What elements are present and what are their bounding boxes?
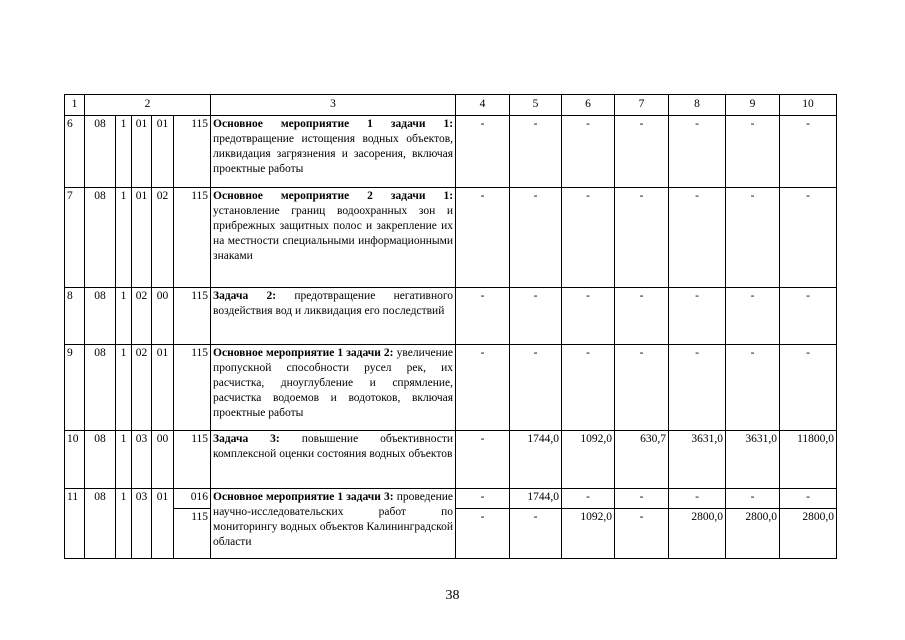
code-cell: 00 bbox=[152, 431, 174, 489]
code-cell: 115 bbox=[174, 431, 211, 489]
description-cell bbox=[211, 345, 456, 431]
value-cell: - bbox=[456, 509, 510, 559]
description-text: предотвращение негативного воздействия вод и ликвидация его последствий bbox=[213, 290, 454, 317]
code-cell: 01 bbox=[152, 489, 174, 559]
code-cell: 02 bbox=[132, 288, 152, 345]
description-text: увеличение пропускной способности русел рек, их расчистка, дноуглубление и спрямление, расчистка водоемов и водотоков, включая проектные работы bbox=[213, 347, 454, 419]
description-title: Основное мероприятие 1 задачи 2: bbox=[213, 347, 394, 359]
value-cell: - bbox=[456, 188, 510, 288]
code-cell: 02 bbox=[132, 345, 152, 431]
value-cell: 630,7 bbox=[615, 431, 669, 489]
code-cell: 1 bbox=[116, 345, 132, 431]
page-number: 38 bbox=[445, 588, 460, 603]
value-cell: 1744,0 bbox=[510, 489, 562, 509]
header-cell: 10 bbox=[780, 95, 837, 116]
value-cell: - bbox=[780, 489, 837, 509]
table-row bbox=[65, 288, 837, 345]
table-row bbox=[65, 489, 837, 509]
header-cell: 2 bbox=[85, 95, 211, 116]
value-cell: - bbox=[726, 188, 780, 288]
description-text: проведение научно-исследовательских работ по мониторингу водных объектов Калининградской области bbox=[213, 491, 454, 548]
code-cell: 08 bbox=[85, 288, 116, 345]
code-cell: 01 bbox=[132, 188, 152, 288]
header-cell: 6 bbox=[562, 95, 615, 116]
value-cell: - bbox=[562, 188, 615, 288]
code-cell: 016 bbox=[174, 489, 211, 509]
value-cell: - bbox=[456, 431, 510, 489]
value-cell: - bbox=[669, 489, 726, 509]
value-cell: - bbox=[780, 116, 837, 188]
value-cell: - bbox=[615, 489, 669, 509]
value-cell: 3631,0 bbox=[669, 431, 726, 489]
code-cell: 1 bbox=[116, 489, 132, 559]
value-cell: 2800,0 bbox=[726, 509, 780, 559]
value-cell: - bbox=[669, 188, 726, 288]
data-table bbox=[64, 94, 837, 559]
code-cell: 08 bbox=[85, 345, 116, 431]
header-cell: 4 bbox=[456, 95, 510, 116]
header-cell: 7 bbox=[615, 95, 669, 116]
value-cell: - bbox=[615, 116, 669, 188]
description-title: Основное мероприятие 2 задачи 1: bbox=[213, 190, 454, 202]
value-cell: 3631,0 bbox=[726, 431, 780, 489]
header-cell: 5 bbox=[510, 95, 562, 116]
table-row bbox=[65, 345, 837, 431]
code-cell: 02 bbox=[152, 188, 174, 288]
code-cell: 08 bbox=[85, 188, 116, 288]
value-cell: - bbox=[562, 489, 615, 509]
row-number-cell: 7 bbox=[65, 188, 85, 288]
value-cell: - bbox=[669, 288, 726, 345]
value-cell: - bbox=[562, 116, 615, 188]
value-cell: - bbox=[510, 288, 562, 345]
value-cell: - bbox=[780, 288, 837, 345]
code-cell: 115 bbox=[174, 509, 211, 559]
value-cell: - bbox=[456, 288, 510, 345]
code-cell: 08 bbox=[85, 431, 116, 489]
value-cell: - bbox=[726, 116, 780, 188]
value-cell: - bbox=[615, 345, 669, 431]
description-text: установление границ водоохранных зон и прибрежных защитных полос и закрепление их на местности специальными информационными знаками bbox=[213, 205, 454, 262]
row-number-cell: 10 bbox=[65, 431, 85, 489]
value-cell: - bbox=[456, 489, 510, 509]
header-cell: 8 bbox=[669, 95, 726, 116]
value-cell: - bbox=[562, 345, 615, 431]
value-cell: 1744,0 bbox=[510, 431, 562, 489]
code-cell: 115 bbox=[174, 116, 211, 188]
table-row bbox=[65, 116, 837, 188]
value-cell: 2800,0 bbox=[669, 509, 726, 559]
value-cell: - bbox=[615, 188, 669, 288]
code-cell: 115 bbox=[174, 188, 211, 288]
description-cell bbox=[211, 188, 456, 288]
row-number-cell: 9 bbox=[65, 345, 85, 431]
header-cell: 9 bbox=[726, 95, 780, 116]
description-title: Задача 3: bbox=[213, 433, 280, 445]
value-cell: - bbox=[615, 509, 669, 559]
value-cell: - bbox=[510, 345, 562, 431]
description-title: Основное мероприятие 1 задачи 3: bbox=[213, 491, 394, 503]
description-text: предотвращение истощения водных объектов, ликвидация загрязнения и засорения, включая проектные работы bbox=[213, 133, 454, 175]
description-title: Задача 2: bbox=[213, 290, 277, 302]
code-cell: 01 bbox=[152, 345, 174, 431]
description-cell bbox=[211, 288, 456, 345]
table-row bbox=[65, 431, 837, 489]
code-cell: 115 bbox=[174, 288, 211, 345]
description-cell bbox=[211, 489, 456, 559]
value-cell: - bbox=[780, 345, 837, 431]
value-cell: 2800,0 bbox=[780, 509, 837, 559]
row-number-cell: 6 bbox=[65, 116, 85, 188]
value-cell: - bbox=[780, 188, 837, 288]
value-cell: - bbox=[510, 116, 562, 188]
code-cell: 03 bbox=[132, 489, 152, 559]
value-cell: - bbox=[562, 288, 615, 345]
header-cell: 1 bbox=[65, 95, 85, 116]
value-cell: - bbox=[510, 188, 562, 288]
header-row bbox=[65, 95, 837, 116]
code-cell: 1 bbox=[116, 116, 132, 188]
code-cell: 00 bbox=[152, 288, 174, 345]
code-cell: 115 bbox=[174, 345, 211, 431]
value-cell: - bbox=[726, 288, 780, 345]
code-cell: 1 bbox=[116, 188, 132, 288]
code-cell: 1 bbox=[116, 431, 132, 489]
value-cell: 1092,0 bbox=[562, 509, 615, 559]
table-row bbox=[65, 188, 837, 288]
code-cell: 03 bbox=[132, 431, 152, 489]
value-cell: - bbox=[726, 489, 780, 509]
description-cell bbox=[211, 116, 456, 188]
value-cell: - bbox=[456, 345, 510, 431]
value-cell: - bbox=[669, 116, 726, 188]
value-cell: - bbox=[669, 345, 726, 431]
value-cell: 1092,0 bbox=[562, 431, 615, 489]
value-cell: - bbox=[456, 116, 510, 188]
code-cell: 01 bbox=[152, 116, 174, 188]
value-cell: - bbox=[726, 345, 780, 431]
value-cell: - bbox=[510, 509, 562, 559]
description-title: Основное мероприятие 1 задачи 1: bbox=[213, 118, 454, 130]
value-cell: 11800,0 bbox=[780, 431, 837, 489]
code-cell: 01 bbox=[132, 116, 152, 188]
row-number-cell: 8 bbox=[65, 288, 85, 345]
header-cell: 3 bbox=[211, 95, 456, 116]
code-cell: 08 bbox=[85, 489, 116, 559]
row-number-cell: 11 bbox=[65, 489, 85, 559]
value-cell: - bbox=[615, 288, 669, 345]
description-text: повышение объективности комплексной оценки состояния водных объектов bbox=[213, 433, 454, 460]
code-cell: 1 bbox=[116, 288, 132, 345]
code-cell: 08 bbox=[85, 116, 116, 188]
description-cell bbox=[211, 431, 456, 489]
